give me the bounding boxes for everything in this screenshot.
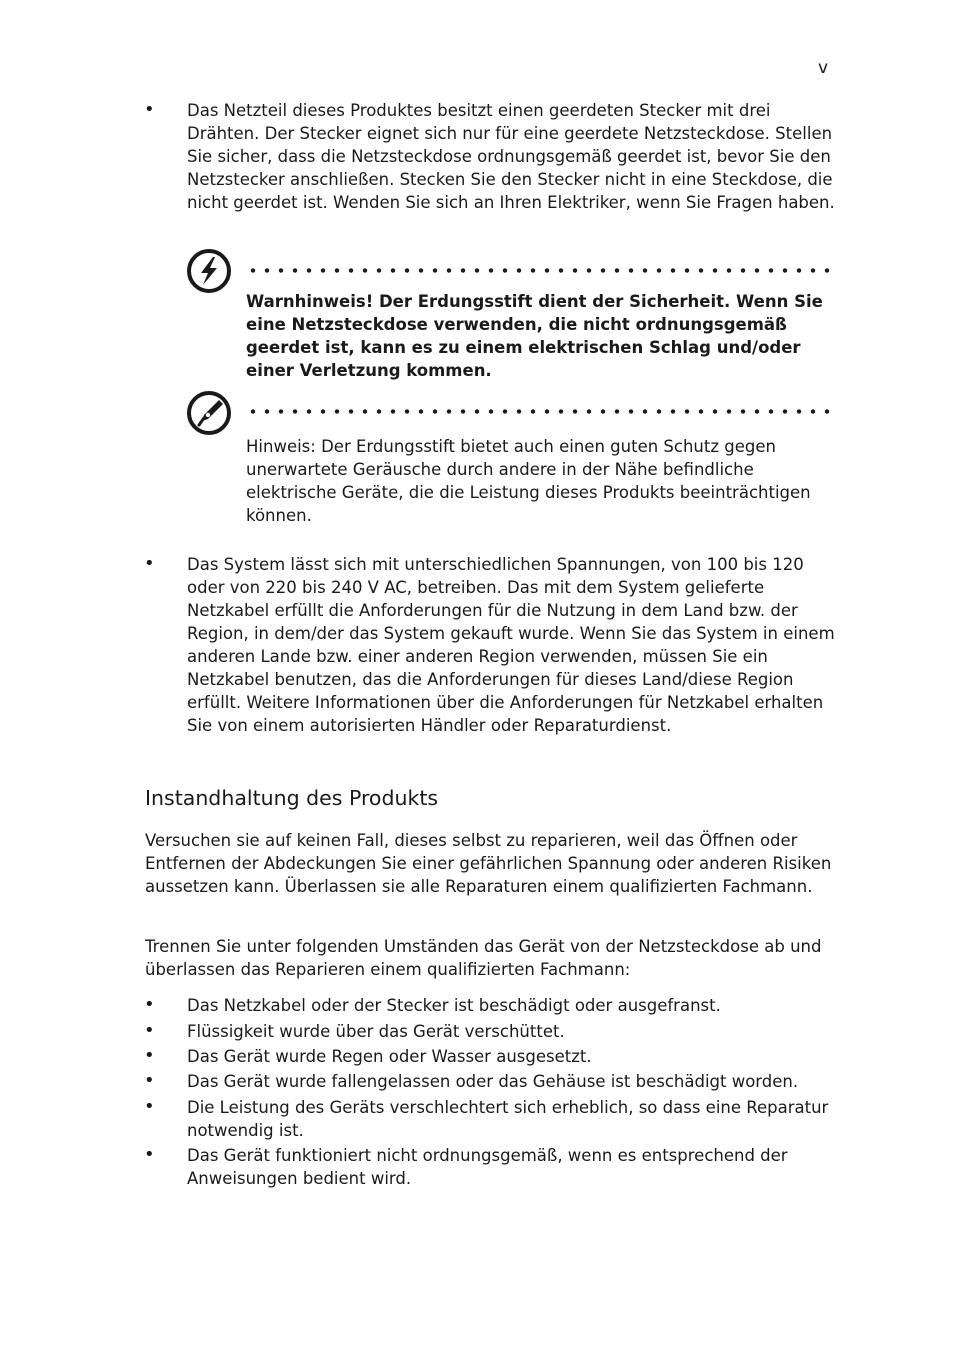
bullet-marker: •	[144, 1070, 155, 1091]
list-item: Das Netzkabel oder der Stecker ist beschädigt oder ausgefranst.	[187, 996, 721, 1015]
bullet-marker: •	[144, 553, 155, 574]
page-number: v	[818, 58, 829, 78]
safety-item-grounded-plug: Das Netzteil dieses Produktes besitzt einen geerdeten Stecker mit drei Drähten. Der Stecker eignet sich nur für eine geerdete Netzsteckdose. Stellen Sie sicher, dass die Netzsteckdose ordnungsgemäß geerdet ist, bevor Sie den Netzstecker anschließen. Stecken Sie den Stecker nicht in eine Steckdose, die nicht geerdet ist. Wenden Sie sich an Ihren Elektriker, wenn Sie Fragen haben.	[187, 101, 835, 212]
section-heading: Instandhaltung des Produkts	[145, 786, 439, 810]
warning-text: Warnhinweis! Der Erdungsstift dient der Sicherheit. Wenn Sie eine Netzsteckdose verwenden, die nicht ordnungsgemäß geerdet ist, kann es zu einem elektrischen Schlag und/oder einer Verletzung kommen.	[246, 292, 823, 380]
section-paragraph-1: Versuchen sie auf keinen Fall, dieses selbst zu reparieren, weil das Öffnen oder Entfernen der Abdeckungen Sie einer gefährlichen Spannung oder anderen Risiken aussetzen kann. Überlassen sie alle Reparaturen einem qualifizierten Fachmann.	[145, 831, 832, 896]
bullet-marker: •	[144, 994, 155, 1015]
bullet-marker: •	[144, 99, 155, 120]
bullet-marker: •	[144, 1045, 155, 1066]
dotted-separator	[246, 268, 830, 273]
note-paragraph	[246, 435, 836, 527]
safety-item-voltage: Das System lässt sich mit unterschiedlichen Spannungen, von 100 bis 120 oder von 220 bis 240 V AC, betreiben. Das mit dem System gelieferte Netzkabel erfüllt die Anforderungen für die Nutzung in dem Land bzw. der Region, in dem/der das System gekauft wurde. Wenn Sie das System in einem anderen Lande bzw. einer anderen Region verwenden, müssen Sie ein Netzkabel benutzen, das die Anforderungen für dieses Land/diese Region erfüllt. Weitere Informationen über die Anforderungen für Netzkabel erhalten Sie von einem autorisierten Händler oder Reparaturdienst.	[187, 555, 835, 735]
bullet-marker: •	[144, 1144, 155, 1165]
list-item: Das Gerät wurde fallengelassen oder das Gehäuse ist beschädigt worden.	[187, 1072, 799, 1091]
section-paragraph-2: Trennen Sie unter folgenden Umständen das Gerät von der Netzsteckdose ab und überlassen das Reparieren einem qualifizierten Fachmann:	[145, 937, 822, 979]
list-item: Flüssigkeit wurde über das Gerät verschüttet.	[187, 1022, 565, 1041]
note-text: : Der Erdungsstift bietet auch einen guten Schutz gegen unerwartete Geräusche durch andere in der Nähe befindliche elektrische Geräte, die die Leistung dieses Produkts beeinträchtigen können.	[246, 437, 811, 525]
bullet-marker: •	[144, 1020, 155, 1041]
list-item: Das Gerät funktioniert nicht ordnungsgemäß, wenn es entsprechend der Anweisungen bedient wird.	[187, 1146, 788, 1188]
warning-lightning-icon	[186, 248, 232, 294]
bullet-marker: •	[144, 1096, 155, 1117]
dotted-separator	[246, 409, 830, 414]
list-item: Das Gerät wurde Regen oder Wasser ausgesetzt.	[187, 1047, 592, 1066]
list-item: Die Leistung des Geräts verschlechtert sich erheblich, so dass eine Reparatur notwendig ist.	[187, 1098, 829, 1140]
note-pen-icon	[186, 390, 232, 436]
note-label: Hinweis	[246, 437, 311, 456]
